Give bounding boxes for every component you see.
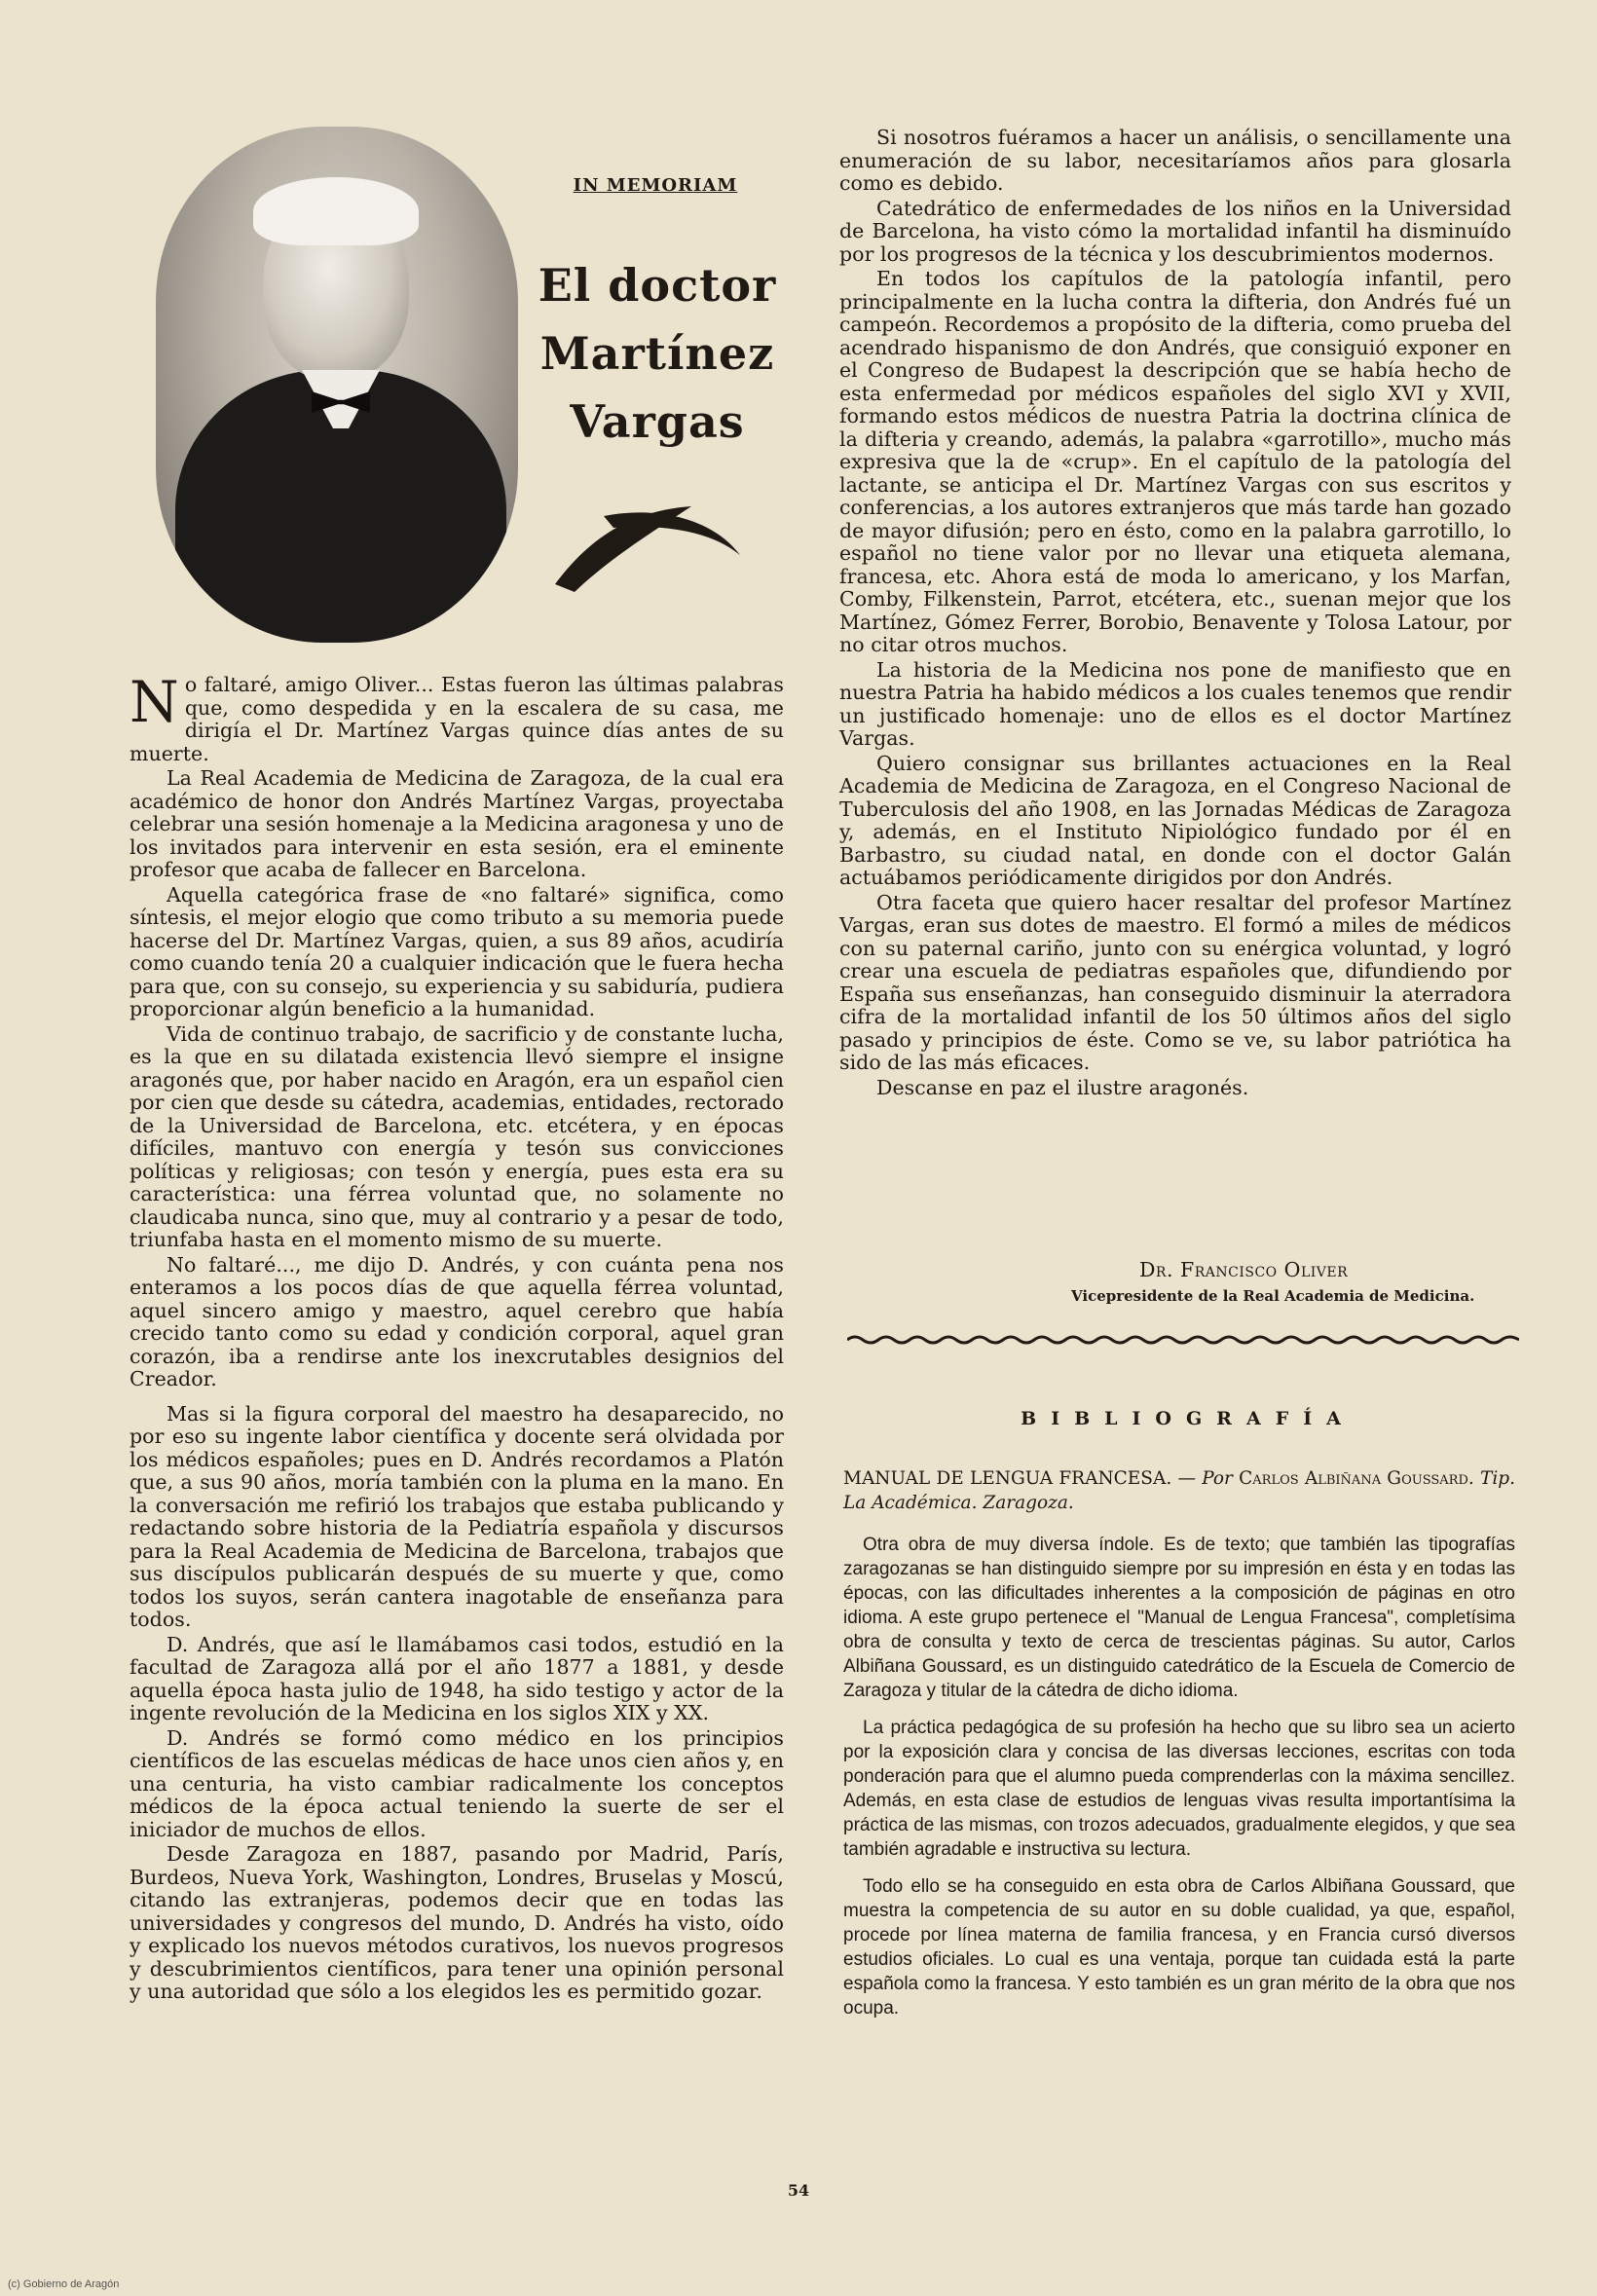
section-kicker: IN MEMORIAM (573, 175, 738, 196)
ref-por: Por (1202, 1468, 1240, 1489)
author-signature (1139, 1258, 1529, 1281)
paragraph-opening-text: o faltaré, amigo Oliver... Estas fueron las últimas palabras que, como despedida y en la escalera de su casa, me dirigía el Dr. Martínez Vargas quince días antes de su muerte. (130, 673, 784, 765)
article-paragraph: Mas si la figura corporal del maestro ha desaparecido, no por eso su ingente labor científica y docente será olvidada por los médicos españoles; pues en D. Andrés recordamos a Platón que, a sus 90 años, moría también con la pluma en la mano. En la conversación me refirió los trabajos que estaba publicando y redactando sobre historia de la Pediatría española y discursos para la Real Academia de Medicina de Barcelona, trabajos que sus discípulos publicarán después de su muerte y que, como todos los suyos, serán cantera inagotable de enseñanza para todos. (130, 1401, 784, 1631)
article-paragraph: En todos los capítulos de la patología infantil, pero principalmente en la lucha contra la difteria, don Andrés fué un campeón. Recordemos a propósito de la difteria, como prueba del acendrado hispanismo de don Andrés, que consiguió exponer en el Congreso de Budapest la descripción que se había hecho de esta enfermedad por médicos españoles del siglo XVI y XVII, formando estos médicos de nuestra Patria la doctrina clínica de la difteria y creando, además, la palabra «garrotillo», mucho más expresiva que la de «crup». En el capítulo de la patología del lactante, se anticipa el Dr. Martínez Vargas con sus escritos y conferencias, a los autores extranjeros que más tarde han gozado de mayor difusión; pero en ésto, como en la palabra garrotillo, lo español no tiene valor por no llevar una etiqueta alemana, francesa, etc. Ahora está de moda lo americano, y los Marfan, Comby, Filkenstein, Parrot, etcétera, etc., suenan mejor que los Martínez, Gómez Ferrer, Borobio, Benavente y Tolosa Latour, por no citar otros muchos. (839, 267, 1511, 656)
wavy-divider (847, 1332, 1519, 1348)
review-paragraph: Otra obra de muy diversa índole. Es de texto; que también las tipografías zaragozanas se han distinguido siempre por su impresión en ésta y en todas las épocas, con las dificultades inherentes a la composición de páginas en otro idioma. A este grupo pertenece el "Manual de Lengua Francesa", completísima obra de consulta y texto de cerca de trescientas páginas. Su autor, Carlos Albiñana Goussard, es un distinguido catedrático de la Escuela de Comercio de Zaragoza y titular de la cátedra de dicho idioma. (843, 1535, 1515, 1701)
article-paragraph: D. Andrés se formó como médico en los principios científicos de las escuelas médicas de hace unos cien años y, en una centuria, ha visto cambiar radicalmente los conceptos médicos de la época actual teniendo la suerte de ser el iniciador de muchos de ellos. (130, 1725, 784, 1841)
portrait-hair (253, 177, 419, 245)
article-paragraph: La Real Academia de Medicina de Zaragoza, de la cual era académico de honor don Andrés Martínez Vargas, proyectaba celebrar una sesión homenaje a la Medicina aragonesa y uno de los invitados para intervenir en esta sesión, era el eminente profesor que acaba de fallecer en Barcelona. (130, 766, 784, 881)
review-paragraph: La práctica pedagógica de su profesión ha hecho que su libro sea un acierto por la exposición clara y concisa de las diversas lecciones, escritas con toda ponderación para que el alumno pueda comprenderlas con la máxima sencillez. Además, en esta clase de estudios de lenguas vivas resulta importantísima la práctica de las mismas, con trozos adecuados, gradualmente elegidos, y que sea también agradable e instructiva su lectura. (843, 1718, 1515, 1860)
book-author: Carlos Albiñana Goussard (1239, 1468, 1468, 1489)
copyright-credit: (c) Gobierno de Aragón (8, 2278, 120, 2290)
paragraph-opening (130, 669, 784, 765)
article-title (506, 251, 808, 456)
article-paragraph: Desde Zaragoza en 1887, pasando por Madrid, París, Burdeos, Nueva York, Washington, Londres, Bruselas y Moscú, citando las extranjeras, podemos decir que en todas las universidades y congresos del mundo, D. Andrés ha visto, oído y explicado los nuevos métodos curativos, los nuevos progresos y descubrimientos científicos, para tener una opinión personal y una autoridad que sólo a los elegidos les es permitido gozar. (130, 1842, 784, 2003)
article-paragraph: Otra faceta que quiero hacer resaltar del profesor Martínez Vargas, eran sus dotes de maestro. El formó a miles de médicos con su paternal cariño, junto con su enérgica voluntad, y logró crear una escuela de pediatras españoles que, difundiendo por España sus enseñanzas, han conseguido disminuir la aterradora cifra de la mortalidad infantil de los 50 últimos años del siglo pasado y principios de éste. Como se ve, su labor patriótica ha sido de las más eficaces. (839, 890, 1511, 1074)
article-paragraph: La historia de la Medicina nos pone de manifiesto que en nuestra Patria ha habido médicos a los cuales tenemos que rendir un justificado homenaje: uno de ellos es el doctor Martínez Vargas. (839, 657, 1512, 750)
title-line-1: El doctor (538, 259, 777, 312)
author-name: Dr. Francisco Oliver (1139, 1258, 1349, 1281)
article-left-column (130, 669, 784, 2004)
review-paragraph: Todo ello se ha conseguido en esta obra de Carlos Albiñana Goussard, que muestra la competencia de su autor en su doble cualidad, ya que, español, procede por línea materna de familia francesa, y en Francia cursó diversos estudios oficiales. Lo cual es una ventaja, porque tan cuidada está la parte española como la francesa. Y esto también es un gran mérito de la obra que nos ocupa. (843, 1876, 1515, 2018)
portrait-photo (156, 127, 518, 643)
flourish-ornament (545, 487, 750, 594)
bibliography-review (843, 1533, 1515, 2020)
article-paragraph: Si nosotros fuéramos a hacer un análisis, o sencillamente una enumeración de su labor, necesitaríamos años para glosarla como es debido. (839, 126, 1511, 195)
title-line-3: Vargas (570, 395, 745, 448)
title-line-2: Martínez (539, 327, 775, 380)
article-paragraph: Aquella categórica frase de «no faltaré» significa, como síntesis, el mejor elogio que como tributo a su memoria puede hacerse del Dr. Martínez Vargas, quien, a sus 89 años, acudiría como cuando tenía 20 a cualquier indicación que le fuera hecha para que, con su consejo, su experiencia y su sabiduría, pudiera proporcionar algún beneficio a la humanidad. (130, 882, 784, 1020)
article-right-column (839, 127, 1511, 1099)
bibliography-reference (843, 1466, 1515, 1515)
article-paragraph: Vida de continuo trabajo, de sacrificio y de constante lucha, es la que en su dilatada existencia llevó siempre el insigne aragonés que, por haber nacido en Aragón, era un español cien por cien que desde su cátedra, academias, entidades, rectorado de la Universidad de Barcelona, etc. etcétera, y en épocas difíciles, mantuvo con energía y tesón sus convicciones políticas y religiosas; con tesón y energía, pues esta era su característica: una férrea voluntad que, no solamente no claudicaba nunca, sino que, muy al contrario y a pesar de todo, triunfaba hasta en el momento mismo de su muerte. (130, 1021, 784, 1251)
book-publisher: . Tip. La Académica. Zaragoza. (843, 1468, 1515, 1513)
article-paragraph: Quiero consignar sus brillantes actuaciones en la Real Academia de Medicina de Zaragoza, en el Congreso Nacional de Tuberculosis del año 1908, en las Jornadas Médicas de Zaragoza y, además, en el Instituto Nipiológico fundado por él en Barbastro, su ciudad natal, en donde con el doctor Galán actuábamos periódicamente dirigidos por don Andrés. (839, 751, 1511, 889)
author-role: Vicepresidente de la Real Academia de Medicina. (1071, 1287, 1475, 1305)
bibliography-heading: BIBLIOGRAFÍA (1021, 1408, 1356, 1429)
page-number: 54 (787, 2181, 810, 2200)
book-title: MANUAL DE LENGUA FRANCESA. — (843, 1468, 1203, 1489)
article-paragraph: No faltaré..., me dijo D. Andrés, y con cuánta pena nos enteramos a los pocos días de que aquella férrea voluntad, aquel sincero amigo y maestro, aquel cerebro que había crecido tanto como su edad y condición corporal, aquel gran corazón, iba a rendirse ante los inexcrutables designios del Creador. (130, 1252, 784, 1390)
article-paragraph: Descanse en paz el ilustre aragonés. (876, 1075, 1249, 1099)
drop-cap: N (130, 669, 179, 735)
article-paragraph: Catedrático de enfermedades de los niños en la Universidad de Barcelona, ha visto cómo la mortalidad infantil ha disminuído por los progresos de la técnica y los descubrimientos modernos. (839, 196, 1511, 266)
article-paragraph: D. Andrés, que así le llamábamos casi todos, estudió en la facultad de Zaragoza allá por el año 1877 a 1881, y desde aquella época hasta julio de 1948, ha sido testigo y actor de la ingente revolución de la Medicina en los siglos XIX y XX. (130, 1632, 784, 1724)
